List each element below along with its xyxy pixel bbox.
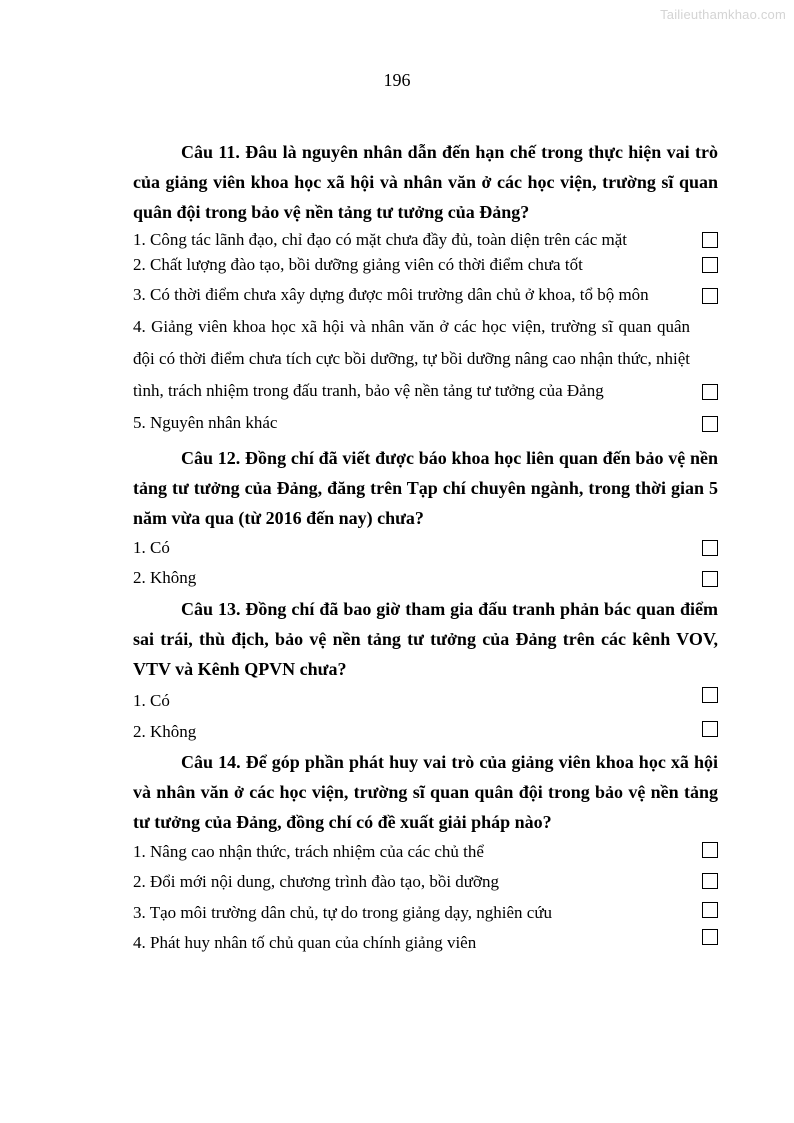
option-label: 4. Phát huy nhân tố chủ quan của chính giảng viên: [133, 933, 477, 952]
option-item: [133, 533, 718, 564]
question-11: [133, 137, 718, 439]
questionnaire: [133, 137, 718, 959]
option-item: [133, 717, 718, 747]
option-item: [133, 563, 718, 594]
question-12: [133, 443, 718, 594]
option-item: [133, 684, 718, 717]
question-13: [133, 594, 718, 747]
option-label: 2. Không: [133, 721, 197, 741]
question-title: Câu 14. Để góp phần phát huy vai trò của giảng viên khoa học xã hội và nhân văn ở các học viện, trường sĩ quan quân đội trong bảo vệ nền tảng tư tưởng của Đảng, đồng chí có đề xuất giải pháp nào?: [133, 751, 718, 832]
question-title: Câu 13. Đồng chí đã bao giờ tham gia đấu tranh phản bác quan điểm sai trái, thù địch, bảo vệ nền tảng tư tưởng của Đảng trên các kênh VOV, VTV và Kênh QPVN chưa?: [133, 598, 718, 679]
option-label: 1. Có: [133, 537, 170, 557]
option-item: [133, 227, 718, 252]
watermark: Tailieuthamkhao.com: [660, 7, 786, 22]
checkbox[interactable]: [702, 842, 718, 858]
option-item: [133, 898, 718, 929]
option-item: [133, 252, 718, 277]
checkbox[interactable]: [702, 902, 718, 918]
checkbox[interactable]: [702, 929, 718, 945]
checkbox[interactable]: [702, 288, 718, 304]
option-item: [133, 837, 718, 868]
option-item: [133, 311, 718, 407]
checkbox[interactable]: [702, 571, 718, 587]
option-label: 2. Đổi mới nội dung, chương trình đào tạo, bồi dưỡng: [133, 872, 500, 891]
option-label: 2. Chất lượng đào tạo, bồi dưỡng giảng viên có thời điểm chưa tốt: [133, 255, 583, 274]
option-item: [133, 407, 718, 439]
option-item: [133, 867, 718, 898]
option-item: [133, 280, 718, 311]
question-14: [133, 747, 718, 959]
option-label: 4. Giảng viên khoa học xã hội và nhân văn ở các học viện, trường sĩ quan quân đội có thời điểm chưa tích cực bồi dưỡng, tự bồi dưỡng nâng cao nhận thức, nhiệt tình, trách nhiệm trong đấu tranh, bảo vệ nền tảng tư tưởng của Đảng: [133, 316, 690, 400]
checkbox[interactable]: [702, 687, 718, 703]
option-label: 5. Nguyên nhân khác: [133, 412, 278, 432]
checkbox[interactable]: [702, 257, 718, 273]
checkbox[interactable]: [702, 416, 718, 432]
checkbox[interactable]: [702, 873, 718, 889]
page-number: 196: [383, 70, 411, 90]
option-label: 3. Tạo môi trường dân chủ, tự do trong giảng dạy, nghiên cứu: [133, 902, 553, 922]
option-label: 1. Có: [133, 690, 170, 710]
option-label: 1. Công tác lãnh đạo, chỉ đạo có mặt chưa đầy đủ, toàn diện trên các mặt: [133, 230, 628, 249]
checkbox[interactable]: [702, 721, 718, 737]
option-item: [133, 928, 718, 959]
checkbox[interactable]: [702, 384, 718, 400]
checkbox[interactable]: [702, 540, 718, 556]
question-title: Câu 12. Đồng chí đã viết được báo khoa học liên quan đến bảo vệ nền tảng tư tưởng của Đảng, đăng trên Tạp chí chuyên ngành, trong thời gian 5 năm vừa qua (từ 2016 đến nay) chưa?: [133, 447, 718, 528]
question-title: Câu 11. Đâu là nguyên nhân dẫn đến hạn chế trong thực hiện vai trò của giảng viên khoa học xã hội và nhân văn ở các học viện, trường sĩ quan quân đội trong bảo vệ nền tảng tư tưởng của Đảng?: [133, 142, 718, 222]
option-label: 1. Nâng cao nhận thức, trách nhiệm của các chủ thể: [133, 841, 484, 861]
checkbox[interactable]: [702, 232, 718, 248]
option-label: 3. Có thời điểm chưa xây dựng được môi trường dân chủ ở khoa, tổ bộ môn: [133, 285, 649, 304]
option-label: 2. Không: [133, 568, 197, 587]
